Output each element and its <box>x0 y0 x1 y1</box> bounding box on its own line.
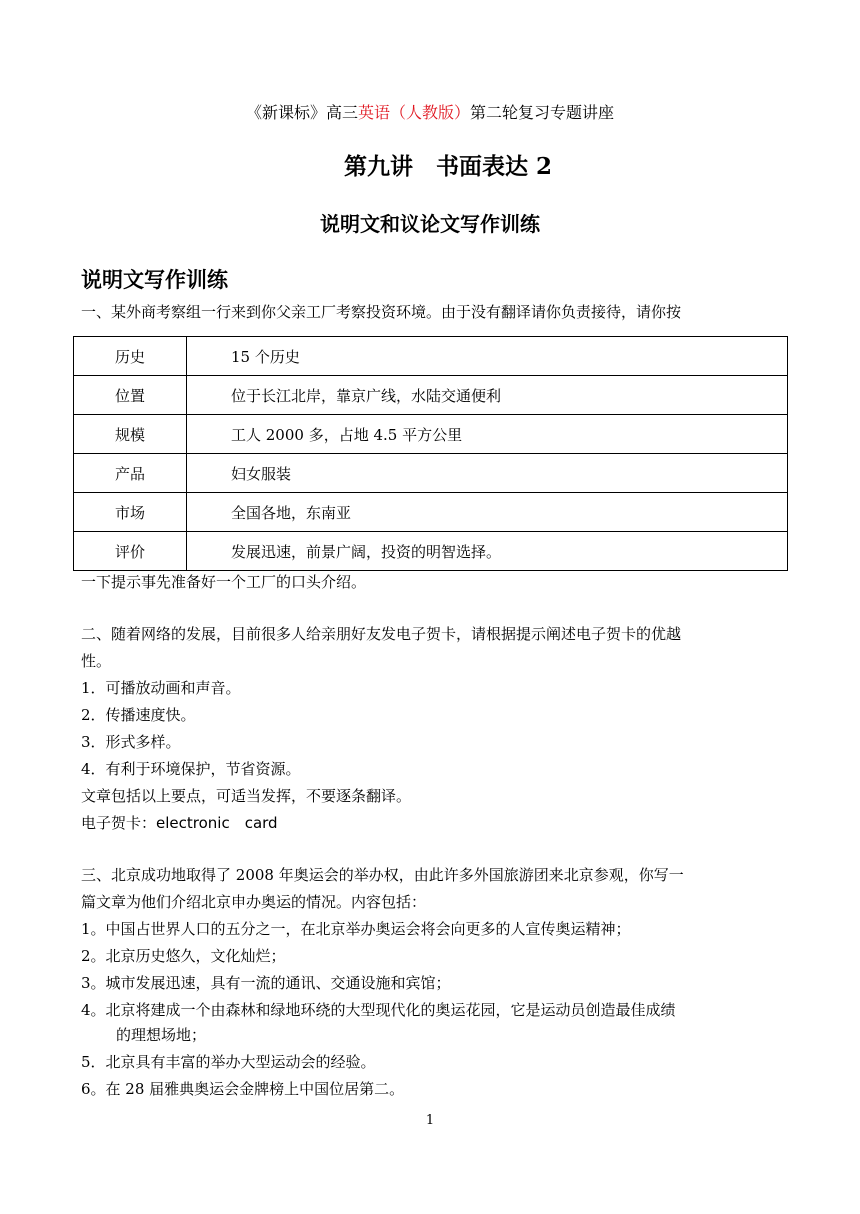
q3-item-5: 5．北京具有丰富的举办大型运动会的经验。 <box>81 1053 376 1071</box>
q2-line-1: 二、随着网络的发展，目前很多人给亲朋好友发电子贺卡，请根据提示阐述电子贺卡的优越 <box>81 625 682 643</box>
table-value: 妇女服装 <box>187 454 788 493</box>
table-row <box>74 454 788 493</box>
table-row <box>74 376 788 415</box>
table-row <box>74 415 788 454</box>
q2-vocab <box>81 812 278 834</box>
header-text-1: 《新课标》高三 <box>245 103 358 122</box>
table-key: 位置 <box>74 376 187 415</box>
table-key: 规模 <box>74 415 187 454</box>
page-number: 1 <box>425 1113 435 1128</box>
q1-intro: 一、某外商考察组一行来到你父亲工厂考察投资环境。由于没有翻译请你负责接待，请你按 <box>81 303 682 321</box>
vocab-english: electronic card <box>156 814 278 832</box>
q2-item-1: 1．可播放动画和声音。 <box>81 679 241 697</box>
q2-note: 文章包括以上要点，可适当发挥，不要逐条翻译。 <box>81 787 412 805</box>
table-key: 市场 <box>74 493 187 532</box>
q3-item-6: 6。在 28 届雅典奥运会金牌榜上中国位居第二。 <box>81 1080 405 1098</box>
table-value: 全国各地，东南亚 <box>187 493 788 532</box>
header-text-red: 英语（人教版） <box>357 103 470 122</box>
table-value: 工人 2000 多，占地 4.5 平方公里 <box>187 415 788 454</box>
q3-item-1: 1。中国占世界人口的五分之一，在北京举办奥运会将会向更多的人宣传奥运精神； <box>81 920 631 938</box>
table-row <box>74 337 788 376</box>
vocab-label: 电子贺卡： <box>81 814 157 832</box>
table-row <box>74 532 788 571</box>
table-key: 历史 <box>74 337 187 376</box>
table-value: 发展迅速，前景广阔，投资的明智选择。 <box>187 532 788 571</box>
factory-info-table <box>73 336 788 571</box>
q3-item-3: 3。城市发展迅速，具有一流的通讯、交通设施和宾馆； <box>81 974 451 992</box>
q3-item-4-continued: 的理想场地； <box>116 1026 207 1044</box>
q2-item-3: 3．形式多样。 <box>81 733 181 751</box>
table-value: 15 个历史 <box>187 337 788 376</box>
lecture-title: 第九讲 书面表达 2 <box>343 153 552 180</box>
table-key: 评价 <box>74 532 187 571</box>
q3-item-4: 4。北京将建成一个由森林和绿地环绕的大型现代化的奥运花园，它是运动员创造最佳成绩 <box>81 1001 676 1019</box>
q3-line-1: 三、北京成功地取得了 2008 年奥运会的举办权，由此许多外国旅游团来北京参观，你写一 <box>81 866 684 884</box>
q2-item-2: 2．传播速度快。 <box>81 706 196 724</box>
q1-outro: 一下提示事先准备好一个工厂的口头介绍。 <box>81 573 367 591</box>
page-header <box>0 101 860 125</box>
header-text-3: 第二轮复习专题讲座 <box>470 103 615 122</box>
lecture-subtitle: 说明文和议论文写作训练 <box>320 212 540 236</box>
q2-item-4: 4．有利于环境保护，节省资源。 <box>81 760 301 778</box>
table-row <box>74 493 788 532</box>
q2-line-2: 性。 <box>81 652 112 670</box>
q3-line-2: 篇文章为他们介绍北京申办奥运的情况。内容包括： <box>81 893 427 911</box>
q3-item-2: 2。北京历史悠久，文化灿烂； <box>81 947 286 965</box>
table-key: 产品 <box>74 454 187 493</box>
table-value: 位于长江北岸，靠京广线，水陆交通便利 <box>187 376 788 415</box>
section-heading: 说明文写作训练 <box>81 267 228 292</box>
